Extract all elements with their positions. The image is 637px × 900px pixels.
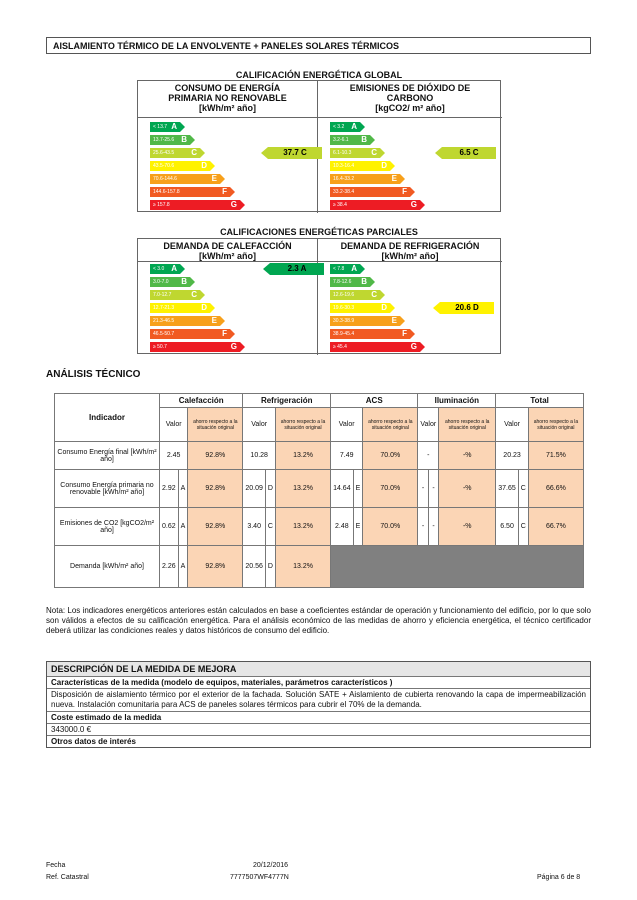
ahorro-header: ahorro respecto a la situación original xyxy=(363,408,418,442)
cell-percent: -% xyxy=(439,442,496,470)
rating-range: 30.3-38.9 xyxy=(333,318,355,324)
rating-letter: A xyxy=(351,264,357,273)
rating-range: 12.6-19.6 xyxy=(333,292,355,298)
cell-percent: 70.0% xyxy=(363,442,418,470)
indicador-header: Indicador xyxy=(55,394,160,442)
table-row xyxy=(55,442,584,470)
rating-range: 6.1-10.3 xyxy=(333,150,352,156)
cell-value: 2.92 xyxy=(160,470,179,508)
cell-percent: -% xyxy=(439,508,496,546)
footer-fecha-label: Fecha xyxy=(46,862,66,869)
note-text: Nota: Los indicadores energéticos anteriores están calculados en base a coeficientes estándar de operación y funcionamiento del edificio, por lo que solo son válidos a efectos de su calificación energética. Para el análisis económico de las medidas de ahorro y eficiencia energética, el técnico certificador deberá utilizar las condiciones reales y datos históricos de consumo del edificio. xyxy=(46,606,591,635)
rating-range: ≥ 50.7 xyxy=(153,344,167,350)
footer-page: Página 6 de 8 xyxy=(537,874,581,881)
footer-fecha: 20/12/2016 xyxy=(253,862,289,869)
cell-percent: 70.0% xyxy=(363,508,418,546)
rating-bar-f xyxy=(150,329,230,339)
cell-value: 6.50 xyxy=(496,508,519,546)
group-calefaccion: Calefacción xyxy=(160,394,243,408)
ahorro-header: ahorro respecto a la situación original xyxy=(528,408,583,442)
rating-range: 38.9-45.4 xyxy=(333,331,355,337)
partial-right-line1: DEMANDA DE REFRIGERACIÓN xyxy=(340,241,480,251)
caracteristicas-text: Disposición de aislamiento térmico por el exterior de la fachada. Solución SATE + Aislamiento de cubierta renovando la capa de impermeabilización nueva. Instalación comunitaria para ACS de paneles solares térmicos para cubrir el 70% de la demanda. xyxy=(47,688,590,711)
cell-value: 7.49 xyxy=(331,442,363,470)
rating-bar-e xyxy=(150,174,220,184)
cell-letter: C xyxy=(518,470,528,508)
descripcion-title: DESCRIPCIÓN DE LA MEDIDA DE MEJORA xyxy=(47,662,590,676)
rating-range: 19.6-30.3 xyxy=(333,305,355,311)
rating-letter: A xyxy=(171,122,177,131)
cell-percent: 92.8% xyxy=(188,470,243,508)
descripcion-box xyxy=(46,661,591,748)
global-left-unit: [kWh/m² año] xyxy=(199,103,256,113)
cell-letter: E xyxy=(353,508,363,546)
cell-letter: - xyxy=(428,508,438,546)
global-right-line2: CARBONO xyxy=(386,93,434,103)
row-label: Emisiones de CO2 [kgCO2/m² año] xyxy=(55,508,160,546)
rating-bar-a xyxy=(150,122,180,132)
valor-header: Valor xyxy=(418,408,439,442)
cell-percent: -% xyxy=(439,470,496,508)
rating-letter: G xyxy=(230,342,237,351)
rating-bar-e xyxy=(150,316,220,326)
partial-left-unit: [kWh/m² año] xyxy=(199,251,256,261)
rating-letter: E xyxy=(391,174,397,183)
cell-letter: D xyxy=(265,470,275,508)
rating-letter: E xyxy=(211,316,217,325)
coste-value: 343000.0 € xyxy=(47,723,590,735)
partial-right-unit: [kWh/m² año] xyxy=(381,251,439,261)
cell-percent: 13.2% xyxy=(275,508,330,546)
rating-bar-d xyxy=(330,303,390,313)
rating-range: ≥ 45.4 xyxy=(333,344,347,350)
cell-percent: 66.6% xyxy=(528,470,583,508)
cell-percent: 92.8% xyxy=(188,546,243,588)
rating-bar-b xyxy=(150,135,190,145)
cell-percent: 70.0% xyxy=(363,470,418,508)
cell-value: 2.48 xyxy=(331,508,354,546)
rating-letter: C xyxy=(371,290,377,299)
rating-letter: B xyxy=(181,135,187,144)
rating-bar-g xyxy=(330,200,420,210)
rating-bar-f xyxy=(330,329,410,339)
rating-range: 3.0-7.0 xyxy=(153,279,169,285)
rating-bar-c xyxy=(330,290,380,300)
cell-letter: C xyxy=(265,508,275,546)
valor-header: Valor xyxy=(496,408,529,442)
valor-header: Valor xyxy=(331,408,363,442)
rating-range: ≥ 157.8 xyxy=(153,202,170,208)
cell-value: - xyxy=(418,470,428,508)
rating-range: 12.7-21.3 xyxy=(153,305,175,311)
rating-bar-a xyxy=(150,264,180,274)
cell-value: 14.64 xyxy=(331,470,354,508)
rating-range: 46.5-50.7 xyxy=(153,331,175,337)
cell-percent: 66.7% xyxy=(528,508,583,546)
rating-letter: B xyxy=(361,277,367,286)
rating-bar-b xyxy=(330,277,370,287)
group-acs: ACS xyxy=(331,394,418,408)
cell-value: - xyxy=(418,508,428,546)
rating-letter: G xyxy=(410,342,417,351)
rating-letter: C xyxy=(371,148,377,157)
cell-letter: A xyxy=(178,508,188,546)
rating-letter: B xyxy=(181,277,187,286)
cell-percent: 13.2% xyxy=(275,442,330,470)
rating-marker: 37.7 C xyxy=(268,147,322,159)
cell-letter: C xyxy=(518,508,528,546)
rating-range: < 13.7 xyxy=(153,124,168,130)
table-row xyxy=(55,470,584,508)
row-label: Consumo Energía final [kWh/m² año] xyxy=(55,442,160,470)
cell-value: 20.09 xyxy=(243,470,266,508)
rating-bar-e xyxy=(330,174,400,184)
rating-bar-d xyxy=(150,161,210,171)
global-right-line1: EMISIONES DE DIÓXIDO DE xyxy=(349,83,471,93)
rating-letter: F xyxy=(402,187,407,196)
row-label: Demanda [kWh/m² año] xyxy=(55,546,160,588)
otros-label: Otros datos de interés xyxy=(47,735,590,747)
rating-letter: D xyxy=(381,303,387,312)
rating-range: ≥ 38.4 xyxy=(333,202,347,208)
rating-range: 144.6-157.8 xyxy=(153,189,180,195)
global-panel xyxy=(137,80,501,212)
cell-letter: A xyxy=(178,546,188,588)
rating-letter: B xyxy=(361,135,367,144)
rating-letter: A xyxy=(351,122,357,131)
rating-bar-g xyxy=(150,342,240,352)
valor-header: Valor xyxy=(160,408,188,442)
rating-range: 33.2-38.4 xyxy=(333,189,355,195)
cell-value: 2.45 xyxy=(160,442,188,470)
rating-range: < 7.8 xyxy=(333,266,345,272)
section-header: AISLAMIENTO TÉRMICO DE LA ENVOLVENTE + PANELES SOLARES TÉRMICOS xyxy=(46,37,591,54)
cell-value: - xyxy=(418,442,439,470)
footer-ref-label: Ref. Catastral xyxy=(46,874,89,881)
rating-bar-d xyxy=(330,161,390,171)
rating-bar-f xyxy=(150,187,230,197)
rating-range: 7.0-12.7 xyxy=(153,292,172,298)
rating-bar-f xyxy=(330,187,410,197)
group-iluminacion: Iluminación xyxy=(418,394,496,408)
rating-range: 25.6-43.5 xyxy=(153,150,175,156)
row-label: Consumo Energía primaria no renovable [kWh/m² año] xyxy=(55,470,160,508)
cell-value: 37.65 xyxy=(496,470,519,508)
partial-panel xyxy=(137,238,501,354)
rating-letter: F xyxy=(222,329,227,338)
ahorro-header: ahorro respecto a la situación original xyxy=(188,408,243,442)
cell-percent: 92.8% xyxy=(188,508,243,546)
rating-bar-b xyxy=(330,135,370,145)
rating-letter: G xyxy=(410,200,417,209)
rating-range: 16.4-33.2 xyxy=(333,176,355,182)
cell-value: 3.40 xyxy=(243,508,266,546)
cell-percent: 71.5% xyxy=(528,442,583,470)
empty-gray-cell xyxy=(331,546,584,588)
global-right-unit: [kgCO2/ m² año] xyxy=(375,103,445,113)
cell-value: 2.26 xyxy=(160,546,179,588)
analisis-title: ANÁLISIS TÉCNICO xyxy=(46,369,141,380)
table-row xyxy=(55,508,584,546)
rating-bar-a xyxy=(330,264,360,274)
rating-letter: E xyxy=(391,316,397,325)
rating-letter: E xyxy=(211,174,217,183)
cell-letter: A xyxy=(178,470,188,508)
cell-percent: 13.2% xyxy=(275,470,330,508)
group-total: Total xyxy=(496,394,584,408)
cell-value: 10.28 xyxy=(243,442,276,470)
rating-bar-c xyxy=(150,290,200,300)
coste-label: Coste estimado de la medida xyxy=(47,711,590,723)
rating-range: 70.6-144.6 xyxy=(153,176,177,182)
cell-letter: E xyxy=(353,470,363,508)
footer-ref: 7777507WF4777N xyxy=(230,874,289,881)
cell-value: 20.23 xyxy=(496,442,529,470)
rating-bar-c xyxy=(150,148,200,158)
rating-letter: C xyxy=(191,290,197,299)
rating-letter: G xyxy=(230,200,237,209)
rating-letter: F xyxy=(222,187,227,196)
partial-title: CALIFICACIONES ENERGÉTICAS PARCIALES xyxy=(220,227,418,237)
rating-letter: D xyxy=(201,303,207,312)
rating-range: 21.3-46.5 xyxy=(153,318,175,324)
rating-marker: 2.3 A xyxy=(270,263,324,275)
rating-marker: 20.6 D xyxy=(440,302,494,314)
caracteristicas-label: Características de la medida (modelo de equipos, materiales, parámetros característicos ) xyxy=(47,676,590,688)
cell-percent: 13.2% xyxy=(275,546,330,588)
rating-range: < 3.2 xyxy=(333,124,345,130)
rating-range: 3.2-6.1 xyxy=(333,137,349,143)
cell-letter: D xyxy=(265,546,275,588)
partial-left-line1: DEMANDA DE CALEFACCIÓN xyxy=(163,241,292,251)
rating-letter: D xyxy=(201,161,207,170)
rating-letter: D xyxy=(381,161,387,170)
valor-header: Valor xyxy=(243,408,276,442)
rating-range: 43.5-70.6 xyxy=(153,163,175,169)
cell-percent: 92.8% xyxy=(188,442,243,470)
rating-bar-g xyxy=(150,200,240,210)
global-left-line2: PRIMARIA NO RENOVABLE xyxy=(168,93,287,103)
rating-bar-g xyxy=(330,342,420,352)
global-title: CALIFICACIÓN ENERGÉTICA GLOBAL xyxy=(235,70,403,80)
rating-range: < 3.0 xyxy=(153,266,165,272)
rating-marker: 6.5 C xyxy=(442,147,496,159)
cell-letter: - xyxy=(428,470,438,508)
ahorro-header: ahorro respecto a la situación original xyxy=(275,408,330,442)
cell-value: 0.62 xyxy=(160,508,179,546)
rating-range: 7.8-12.6 xyxy=(333,279,352,285)
ahorro-header: ahorro respecto a la situación original xyxy=(439,408,496,442)
rating-bar-a xyxy=(330,122,360,132)
rating-range: 10.3-16.4 xyxy=(333,163,355,169)
rating-range: 13.7-25.6 xyxy=(153,137,175,143)
global-left-line1: CONSUMO DE ENERGÍA xyxy=(174,83,281,93)
rating-bar-b xyxy=(150,277,190,287)
rating-bar-d xyxy=(150,303,210,313)
rating-letter: A xyxy=(171,264,177,273)
rating-letter: F xyxy=(402,329,407,338)
table-row xyxy=(55,546,584,588)
rating-bar-c xyxy=(330,148,380,158)
rating-bar-e xyxy=(330,316,400,326)
cell-value: 20.56 xyxy=(243,546,266,588)
technical-table xyxy=(54,393,584,588)
group-refrigeracion: Refrigeración xyxy=(243,394,331,408)
rating-letter: C xyxy=(191,148,197,157)
